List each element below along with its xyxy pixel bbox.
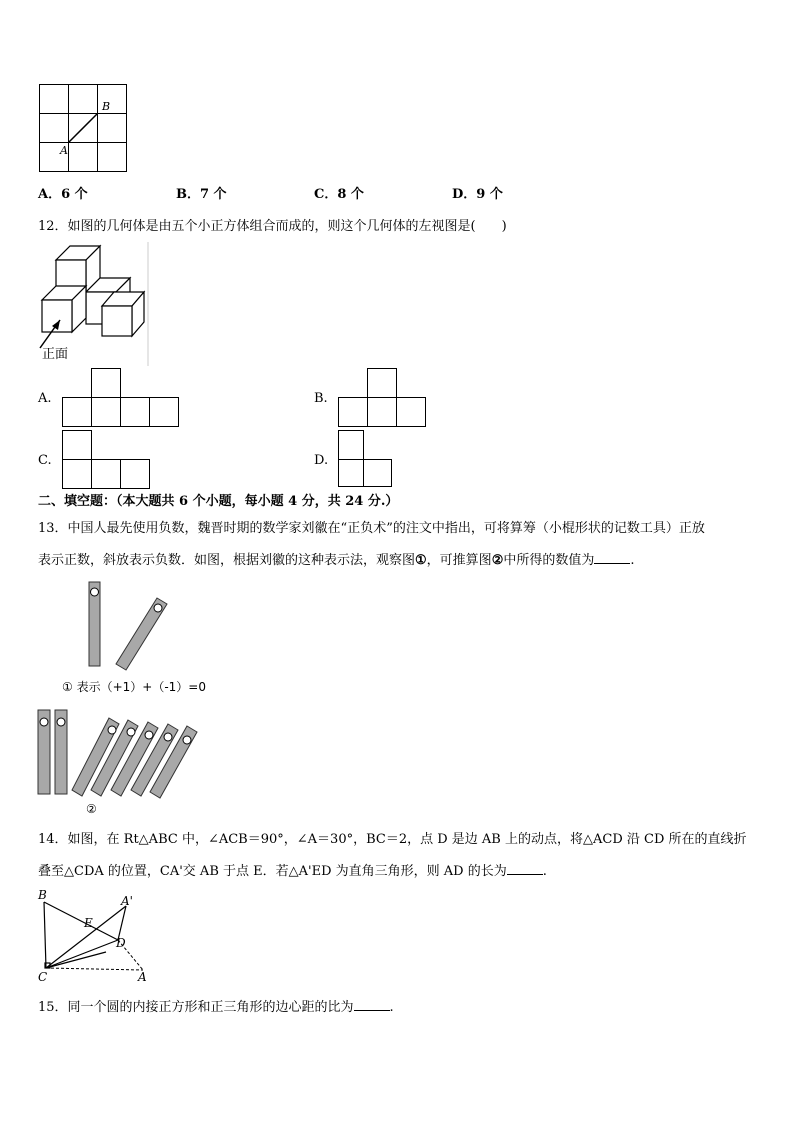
section-2-title: 二、填空题：（本大题共 6 个小题，每小题 4 分，共 24 分.）	[38, 494, 399, 509]
q13-figure-1-caption: ① 表示（+1）+（-1）=0	[62, 680, 206, 694]
q13-circle-1: ①	[415, 553, 427, 568]
q14-label-a: A	[138, 970, 147, 984]
q13-line-2	[38, 551, 635, 570]
q15-line-1-part-1: 15．同一个圆的内接正方形和正三角形的边心距的比为	[38, 1000, 354, 1015]
q12-option-d-figure[interactable]	[338, 430, 400, 490]
q13-line-1: 13．中国人最先使用负数，魏晋时期的数学家刘徽在“正负术”的注文中指出，可将算筹（小棍形状的记数工具）正放	[38, 521, 705, 536]
q14-label-d: D	[116, 936, 126, 950]
q12-option-c-label[interactable]: C.	[38, 453, 52, 468]
q13-line-2-part-2: ，可推算图	[426, 553, 492, 568]
q14-triangle-figure	[36, 890, 156, 980]
q11-label-a: A	[60, 144, 68, 157]
q13-line-2-part-3: 中所得的数值为	[503, 553, 595, 568]
q15-line-1	[38, 998, 394, 1017]
q14-line-2-end: .	[542, 864, 547, 879]
q14-label-b: B	[38, 888, 47, 902]
q11-option-c[interactable]: C．8 个	[314, 187, 364, 202]
q13-figure-2	[36, 706, 206, 798]
q12-option-a-label[interactable]: A.	[38, 391, 52, 406]
q13-line-2-end: .	[630, 553, 635, 568]
q12-option-d-label[interactable]: D.	[314, 453, 329, 468]
q15-line-1-end: .	[389, 1000, 394, 1015]
q12-front-label: 正面	[42, 347, 69, 362]
q14-label-a-prime: A'	[121, 894, 133, 908]
q14-label-c: C	[38, 970, 48, 984]
q12-option-c-figure[interactable]	[62, 430, 154, 490]
q11-option-a[interactable]: A．6 个	[38, 187, 88, 202]
q13-figure-1	[84, 580, 174, 672]
q11-option-b[interactable]: B．7 个	[176, 187, 227, 202]
q11-grid-figure	[39, 84, 129, 174]
q14-label-e: E	[84, 916, 93, 930]
q13-line-2-part-1: 表示正数，斜放表示负数．如图，根据刘徽的这种表示法，观察图	[38, 553, 416, 568]
q12-option-b-figure[interactable]	[338, 368, 430, 428]
q11-option-d[interactable]: D．9 个	[452, 187, 503, 202]
q13-figure-2-caption: ②	[86, 802, 97, 816]
q12-option-a-figure[interactable]	[62, 368, 182, 428]
q13-circle-2: ②	[491, 553, 504, 568]
q11-label-b: B	[102, 100, 111, 113]
q14-line-2-part-1: 叠至△CDA 的位置，CA'交 AB 于点 E．若△A'ED 为直角三角形，则 AD 的长为	[38, 864, 507, 879]
q14-line-2	[38, 862, 547, 881]
q14-answer-blank[interactable]	[507, 862, 543, 875]
q14-line-1: 14．如图，在 Rt△ABC 中，∠ACB＝90°，∠A＝30°，BC＝2，点 D 是边 AB 上的动点，将△ACD 沿 CD 所在的直线折	[38, 832, 747, 847]
q13-answer-blank[interactable]	[594, 551, 630, 564]
q12-option-b-label[interactable]: B.	[314, 391, 328, 406]
q12-stem: 12．如图的几何体是由五个小正方体组合而成的，则这个几何体的左视图是( )	[38, 219, 507, 234]
q15-answer-blank[interactable]	[354, 998, 390, 1011]
